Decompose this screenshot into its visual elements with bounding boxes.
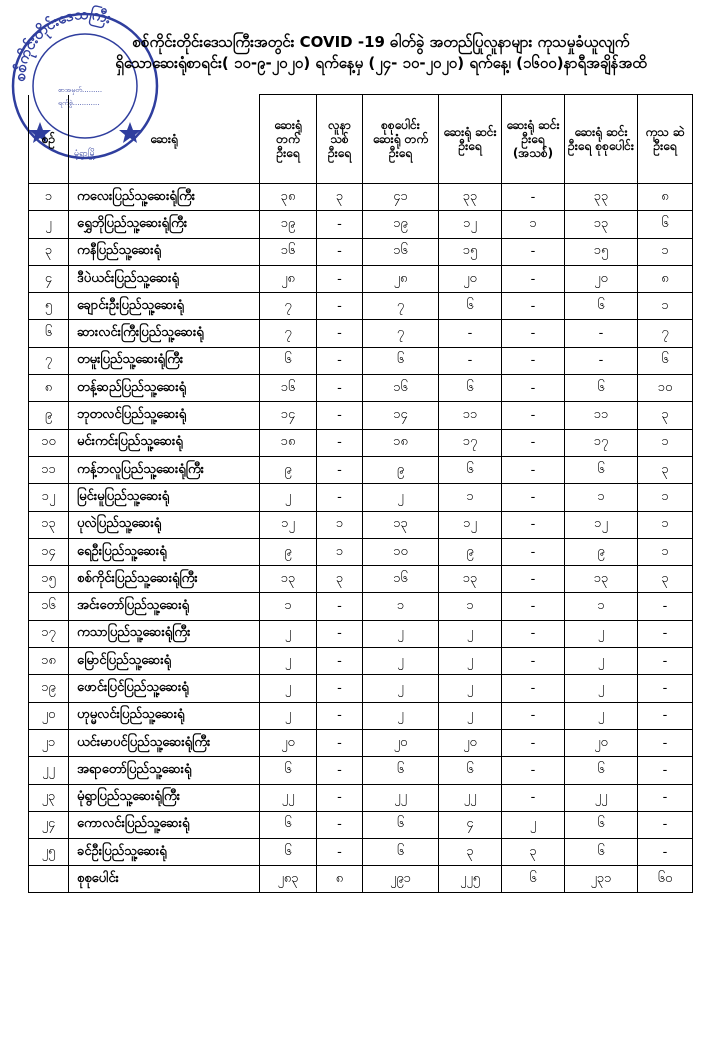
discharged-cell: ၁၃ (439, 566, 502, 593)
table-row (29, 456, 693, 483)
under-treatment-cell: ၁ (638, 538, 693, 565)
header-hospital: ဆေးရုံ (69, 95, 260, 184)
total-admitted-cell: ၁၃ (363, 511, 439, 538)
admitted-cell: ၁၈ (260, 429, 317, 456)
discharged-new-cell: - (502, 784, 565, 811)
table-row (29, 729, 693, 756)
hospital-name-cell: မုံရွာပြည်သူ့ဆေးရုံကြီး (69, 784, 260, 811)
new-patients-cell: - (317, 347, 363, 374)
discharged-new-cell: - (502, 566, 565, 593)
new-patients-cell: ၁ (317, 538, 363, 565)
table-row (29, 347, 693, 374)
admitted-cell: ၁၆ (260, 375, 317, 402)
hospital-name-cell: တမူးပြည်သူ့ဆေးရုံကြီး (69, 347, 260, 374)
total-admitted-cell: ၉ (363, 456, 439, 483)
serial-cell: ၆ (29, 320, 69, 347)
hospital-table (28, 94, 693, 893)
hospital-name-cell: မင်းကင်းပြည်သူ့ဆေးရုံ (69, 429, 260, 456)
discharged-cell: ၁၅ (439, 238, 502, 265)
total-admitted-cell: ၂၂ (363, 784, 439, 811)
under-treatment-cell: - (638, 784, 693, 811)
hospital-name-cell: ကသာပြည်သူ့ဆေးရုံကြီး (69, 620, 260, 647)
hospital-name-cell: ဒီပဲယင်းပြည်သူ့ဆေးရုံ (69, 265, 260, 292)
discharged-cell: ၁၇ (439, 429, 502, 456)
new-patients-cell: - (317, 402, 363, 429)
table-header-row (29, 95, 693, 184)
discharged-total-cell: ၂ (565, 620, 638, 647)
discharged-cell: ၆ (439, 456, 502, 483)
new-patients-cell: - (317, 375, 363, 402)
discharged-new-cell: - (502, 320, 565, 347)
discharged-new-cell: - (502, 293, 565, 320)
under-treatment-cell: ၆ (638, 347, 693, 374)
discharged-cell: ၂၂ (439, 784, 502, 811)
title-line-1: စစ်ကိုင်းတိုင်းဒေသကြီးအတွင်း COVID -19 ဓါတ်ခွဲ အတည်ပြုလူနာများ ကုသမှုခံယူလျက် (132, 33, 630, 51)
table-row (29, 620, 693, 647)
header-new-patients: လူနာ သစ် ဦးရေ (317, 95, 363, 184)
hospital-name-cell: ဖောင်းပြင်ပြည်သူ့ဆေးရုံ (69, 675, 260, 702)
discharged-total-cell: ၁ (565, 593, 638, 620)
admitted-cell: ၁၉ (260, 211, 317, 238)
serial-cell: ၁၁ (29, 456, 69, 483)
discharged-new-cell: - (502, 484, 565, 511)
total-admitted-cell: ၆ (363, 757, 439, 784)
total-admitted-cell: ၂၀ (363, 729, 439, 756)
discharged-new-cell: - (502, 757, 565, 784)
header-admitted: ဆေးရုံ တက် ဦးရေ (260, 95, 317, 184)
admitted-cell: ၂၂ (260, 784, 317, 811)
new-patients-cell: ၃ (317, 566, 363, 593)
table-row (29, 593, 693, 620)
title-line-2: ရှိသောဆေးရုံစာရင်း( ၁၀-၉-၂၀၂၀) ရက်နေ့မှ (၂၄- ၁၀-၂၀၂၀) ရက်နေ့၊ (၁၆၀၀)နာရီအချိန်အထိ (115, 54, 647, 72)
total-admitted-cell: ၁၉ (363, 211, 439, 238)
hospital-name-cell: ပုလဲပြည်သူ့ဆေးရုံ (69, 511, 260, 538)
total-admitted-cell: ၆ (363, 347, 439, 374)
serial-cell: ၁၄ (29, 538, 69, 565)
under-treatment-cell: ၃ (638, 456, 693, 483)
table-row (29, 265, 693, 292)
table-body (29, 184, 693, 893)
new-patients-cell: - (317, 648, 363, 675)
new-patients-cell: - (317, 456, 363, 483)
under-treatment-cell: - (638, 593, 693, 620)
total-admitted-cell: ၇ (363, 293, 439, 320)
hospital-name-cell: မြင်းမူပြည်သူ့ဆေးရုံ (69, 484, 260, 511)
discharged-new-cell: - (502, 184, 565, 211)
discharged-total-cell: ၆ (565, 375, 638, 402)
discharged-new-cell: ၃ (502, 839, 565, 866)
total-hospital-name-cell: စုစုပေါင်း (69, 866, 260, 893)
total-admitted-cell: ၂ (363, 484, 439, 511)
table-row (29, 839, 693, 866)
new-patients-cell: ၃ (317, 184, 363, 211)
table-row (29, 375, 693, 402)
discharged-total-cell: ၁၁ (565, 402, 638, 429)
table-row (29, 238, 693, 265)
hospital-name-cell: ရွှေဘိုပြည်သူ့ဆေးရုံကြီး (69, 211, 260, 238)
under-treatment-cell: - (638, 620, 693, 647)
table-row (29, 402, 693, 429)
discharged-cell: ၆ (439, 375, 502, 402)
discharged-new-cell: - (502, 675, 565, 702)
discharged-cell: ၄ (439, 811, 502, 838)
seal-line-2: ရက်စွဲ............ (58, 99, 100, 107)
under-treatment-cell: - (638, 729, 693, 756)
discharged-total-cell: ၂ (565, 648, 638, 675)
serial-cell: ၁၈ (29, 648, 69, 675)
admitted-cell: ၆ (260, 347, 317, 374)
new-patients-cell: - (317, 238, 363, 265)
hospital-name-cell: ဘုတလင်ပြည်သူ့ဆေးရုံ (69, 402, 260, 429)
header-discharged-total: ဆေးရုံ ဆင်း ဦးရေ စုစုပေါင်း (565, 95, 638, 184)
discharged-cell: ၆ (439, 293, 502, 320)
discharged-total-cell: ၁၇ (565, 429, 638, 456)
discharged-cell: ၂၀ (439, 265, 502, 292)
serial-cell: ၁၃ (29, 511, 69, 538)
new-patients-cell: - (317, 729, 363, 756)
total-row (29, 866, 693, 893)
discharged-new-cell: - (502, 620, 565, 647)
admitted-cell: ၆ (260, 811, 317, 838)
under-treatment-cell: ၁ (638, 238, 693, 265)
discharged-total-cell: ၂၀ (565, 265, 638, 292)
hospital-name-cell: တန့်ဆည်ပြည်သူ့ဆေးရုံ (69, 375, 260, 402)
admitted-cell: ၂၀ (260, 729, 317, 756)
serial-cell: ၄ (29, 265, 69, 292)
table-row (29, 784, 693, 811)
total-admitted-cell: ၆ (363, 839, 439, 866)
new-patients-cell: - (317, 484, 363, 511)
discharged-cell: ၁၂ (439, 511, 502, 538)
total-new-patients-cell: ၈ (317, 866, 363, 893)
discharged-total-cell: ၆ (565, 456, 638, 483)
header-serial: စဉ် (29, 95, 69, 184)
discharged-cell: ၂၀ (439, 729, 502, 756)
discharged-total-cell: ၆ (565, 757, 638, 784)
admitted-cell: ၂ (260, 675, 317, 702)
serial-cell: ၁ (29, 184, 69, 211)
hospital-name-cell: ကလေးပြည်သူ့ဆေးရုံကြီး (69, 184, 260, 211)
discharged-new-cell: - (502, 265, 565, 292)
under-treatment-cell: ၁ (638, 511, 693, 538)
discharged-cell: ၁ (439, 593, 502, 620)
hospital-name-cell: ဟုမ္မလင်းပြည်သူ့ဆေးရုံ (69, 702, 260, 729)
serial-cell: ၂၃ (29, 784, 69, 811)
discharged-total-cell: - (565, 320, 638, 347)
total-discharged-cell: ၂၂၅ (439, 866, 502, 893)
discharged-cell: - (439, 347, 502, 374)
serial-cell: ၉ (29, 402, 69, 429)
serial-cell: ၂ (29, 211, 69, 238)
seal-bottom-text: မုံရွာမြို့ (73, 149, 97, 159)
total-admitted-cell: ၂ (363, 648, 439, 675)
under-treatment-cell: - (638, 811, 693, 838)
new-patients-cell: - (317, 757, 363, 784)
table-row (29, 429, 693, 456)
hospital-name-cell: စစ်ကိုင်းပြည်သူ့ဆေးရုံကြီး (69, 566, 260, 593)
discharged-cell: ၁၁ (439, 402, 502, 429)
total-admitted-cell: ၁၆ (363, 566, 439, 593)
total-admitted-cell: ၁၄ (363, 402, 439, 429)
table-row (29, 538, 693, 565)
table-row (29, 675, 693, 702)
under-treatment-cell: ၈ (638, 265, 693, 292)
seal-line-1: စာအမှတ်......... (58, 86, 103, 94)
document-title (56, 32, 706, 74)
discharged-new-cell: - (502, 429, 565, 456)
discharged-total-cell: ၁၃ (565, 211, 638, 238)
total-under-treatment-cell: ၆၀ (638, 866, 693, 893)
discharged-cell: ၃၃ (439, 184, 502, 211)
new-patients-cell: - (317, 702, 363, 729)
discharged-total-cell: ၃၃ (565, 184, 638, 211)
discharged-new-cell: - (502, 729, 565, 756)
table-row (29, 511, 693, 538)
discharged-total-cell: ၂ (565, 702, 638, 729)
admitted-cell: ၆ (260, 757, 317, 784)
admitted-cell: ၁၃ (260, 566, 317, 593)
discharged-new-cell: - (502, 402, 565, 429)
hospital-name-cell: အင်းတော်ပြည်သူ့ဆေးရုံ (69, 593, 260, 620)
admitted-cell: ၉ (260, 456, 317, 483)
hospital-name-cell: ချောင်းဦးပြည်သူ့ဆေးရုံ (69, 293, 260, 320)
under-treatment-cell: - (638, 839, 693, 866)
total-discharged-new-cell: ၆ (502, 866, 565, 893)
new-patients-cell: - (317, 265, 363, 292)
discharged-new-cell: - (502, 456, 565, 483)
total-admitted-cell: ၄၁ (363, 184, 439, 211)
seal-arc-text: စစ်ကိုင်းတိုင်းဒေသကြီး (10, 4, 113, 82)
table-row (29, 702, 693, 729)
discharged-cell: ၉ (439, 538, 502, 565)
total-admitted-cell: ၁၆ (363, 375, 439, 402)
serial-cell: ၁၉ (29, 675, 69, 702)
serial-cell: ၂၁ (29, 729, 69, 756)
new-patients-cell: - (317, 620, 363, 647)
discharged-new-cell: - (502, 538, 565, 565)
hospital-name-cell: ယင်းမာပင်ပြည်သူ့ဆေးရုံကြီး (69, 729, 260, 756)
admitted-cell: ၇ (260, 320, 317, 347)
total-admitted-cell: ၂ (363, 702, 439, 729)
discharged-new-cell: - (502, 375, 565, 402)
discharged-total-cell: ၉ (565, 538, 638, 565)
serial-cell: ၂၂ (29, 757, 69, 784)
discharged-total-cell: ၁ (565, 484, 638, 511)
serial-cell: ၁၀ (29, 429, 69, 456)
discharged-cell: ၆ (439, 757, 502, 784)
table-row (29, 211, 693, 238)
table-row (29, 811, 693, 838)
discharged-new-cell: - (502, 702, 565, 729)
header-total-admitted: စုစုပေါင်း ဆေးရုံ တက် ဦးရေ (363, 95, 439, 184)
new-patients-cell: - (317, 211, 363, 238)
hospital-name-cell: အရာတော်ပြည်သူ့ဆေးရုံ (69, 757, 260, 784)
under-treatment-cell: ၃ (638, 566, 693, 593)
discharged-total-cell: ၆ (565, 811, 638, 838)
serial-cell: ၇ (29, 347, 69, 374)
under-treatment-cell: ၁ (638, 484, 693, 511)
discharged-new-cell: - (502, 648, 565, 675)
new-patients-cell: ၁ (317, 511, 363, 538)
discharged-cell: ၂ (439, 702, 502, 729)
admitted-cell: ၂ (260, 620, 317, 647)
total-admitted-cell: ၂ (363, 620, 439, 647)
hospital-name-cell: ဆားလင်းကြီးပြည်သူ့ဆေးရုံ (69, 320, 260, 347)
hospital-name-cell: ကန့်ဘလူပြည်သူ့ဆေးရုံကြီး (69, 456, 260, 483)
serial-cell: ၅ (29, 293, 69, 320)
new-patients-cell: - (317, 784, 363, 811)
total-admitted-cell: ၁၈ (363, 429, 439, 456)
discharged-cell: ၂ (439, 620, 502, 647)
admitted-cell: ၁ (260, 593, 317, 620)
under-treatment-cell: ၆ (638, 211, 693, 238)
admitted-cell: ၂ (260, 484, 317, 511)
under-treatment-cell: ၁ (638, 293, 693, 320)
hospital-name-cell: မြောင်ပြည်သူ့ဆေးရုံ (69, 648, 260, 675)
serial-cell: ၃ (29, 238, 69, 265)
total-admitted-cell: ၂၈၃ (260, 866, 317, 893)
discharged-new-cell: ၁ (502, 211, 565, 238)
discharged-new-cell: - (502, 238, 565, 265)
total-admitted-cell: ၁ (363, 593, 439, 620)
under-treatment-cell: - (638, 757, 693, 784)
serial-cell: ၁၇ (29, 620, 69, 647)
total-serial-cell (29, 866, 69, 893)
admitted-cell: ၆ (260, 839, 317, 866)
discharged-cell: ၁၂ (439, 211, 502, 238)
total-admitted-cell: ၂၈ (363, 265, 439, 292)
serial-cell: ၁၂ (29, 484, 69, 511)
serial-cell: ၁၅ (29, 566, 69, 593)
admitted-cell: ၁၄ (260, 402, 317, 429)
admitted-cell: ၉ (260, 538, 317, 565)
under-treatment-cell: ၁၀ (638, 375, 693, 402)
hospital-name-cell: ရေဦးပြည်သူ့ဆေးရုံ (69, 538, 260, 565)
hospital-name-cell: ကနီပြည်သူ့ဆေးရုံ (69, 238, 260, 265)
serial-cell: ၂၀ (29, 702, 69, 729)
table-row (29, 648, 693, 675)
discharged-new-cell: - (502, 593, 565, 620)
table-row (29, 320, 693, 347)
new-patients-cell: - (317, 320, 363, 347)
discharged-total-cell: ၂ (565, 675, 638, 702)
admitted-cell: ၁၆ (260, 238, 317, 265)
admitted-cell: ၂ (260, 702, 317, 729)
discharged-new-cell: ၂ (502, 811, 565, 838)
new-patients-cell: - (317, 593, 363, 620)
serial-cell: ၈ (29, 375, 69, 402)
under-treatment-cell: ၃ (638, 402, 693, 429)
under-treatment-cell: ၁ (638, 429, 693, 456)
new-patients-cell: - (317, 839, 363, 866)
discharged-cell: ၃ (439, 839, 502, 866)
total-admitted-cell: ၂ (363, 675, 439, 702)
serial-cell: ၁၆ (29, 593, 69, 620)
admitted-cell: ၃၈ (260, 184, 317, 211)
under-treatment-cell: - (638, 702, 693, 729)
discharged-total-cell: ၂၂ (565, 784, 638, 811)
new-patients-cell: - (317, 675, 363, 702)
table-row (29, 484, 693, 511)
discharged-new-cell: - (502, 511, 565, 538)
under-treatment-cell: - (638, 648, 693, 675)
admitted-cell: ၂၈ (260, 265, 317, 292)
admitted-cell: ၁၂ (260, 511, 317, 538)
total-admitted-cell: ၆ (363, 811, 439, 838)
table-row (29, 293, 693, 320)
header-discharged-new: ဆေးရုံ ဆင်း ဦးရေ (အသစ်) (502, 95, 565, 184)
table-row (29, 757, 693, 784)
discharged-cell: ၂ (439, 675, 502, 702)
admitted-cell: ၇ (260, 293, 317, 320)
new-patients-cell: - (317, 293, 363, 320)
total-admitted-cell: ၁၀ (363, 538, 439, 565)
table-row (29, 184, 693, 211)
discharged-total-cell: ၁၂ (565, 511, 638, 538)
discharged-cell: - (439, 320, 502, 347)
discharged-total-cell: ၂၀ (565, 729, 638, 756)
hospital-name-cell: ခင်ဦးပြည်သူ့ဆေးရုံ (69, 839, 260, 866)
header-discharged: ဆေးရုံ ဆင်း ဦးရေ (439, 95, 502, 184)
total-total-admitted-cell: ၂၉၁ (363, 866, 439, 893)
serial-cell: ၂၄ (29, 811, 69, 838)
hospital-name-cell: ကောလင်းပြည်သူ့ဆေးရုံ (69, 811, 260, 838)
total-admitted-cell: ၁၆ (363, 238, 439, 265)
under-treatment-cell: - (638, 675, 693, 702)
discharged-total-cell: ၆ (565, 839, 638, 866)
admitted-cell: ၂ (260, 648, 317, 675)
discharged-total-cell: ၁၅ (565, 238, 638, 265)
under-treatment-cell: ၈ (638, 184, 693, 211)
discharged-cell: ၁ (439, 484, 502, 511)
discharged-new-cell: - (502, 347, 565, 374)
table-row (29, 566, 693, 593)
discharged-total-cell: ၁၃ (565, 566, 638, 593)
discharged-total-cell: - (565, 347, 638, 374)
serial-cell: ၂၅ (29, 839, 69, 866)
under-treatment-cell: ၇ (638, 320, 693, 347)
header-under-treatment: ကုသ ဆဲ ဦးရေ (638, 95, 693, 184)
discharged-cell: ၂ (439, 648, 502, 675)
new-patients-cell: - (317, 429, 363, 456)
new-patients-cell: - (317, 811, 363, 838)
total-admitted-cell: ၇ (363, 320, 439, 347)
discharged-total-cell: ၆ (565, 293, 638, 320)
total-discharged-total-cell: ၂၃၁ (565, 866, 638, 893)
